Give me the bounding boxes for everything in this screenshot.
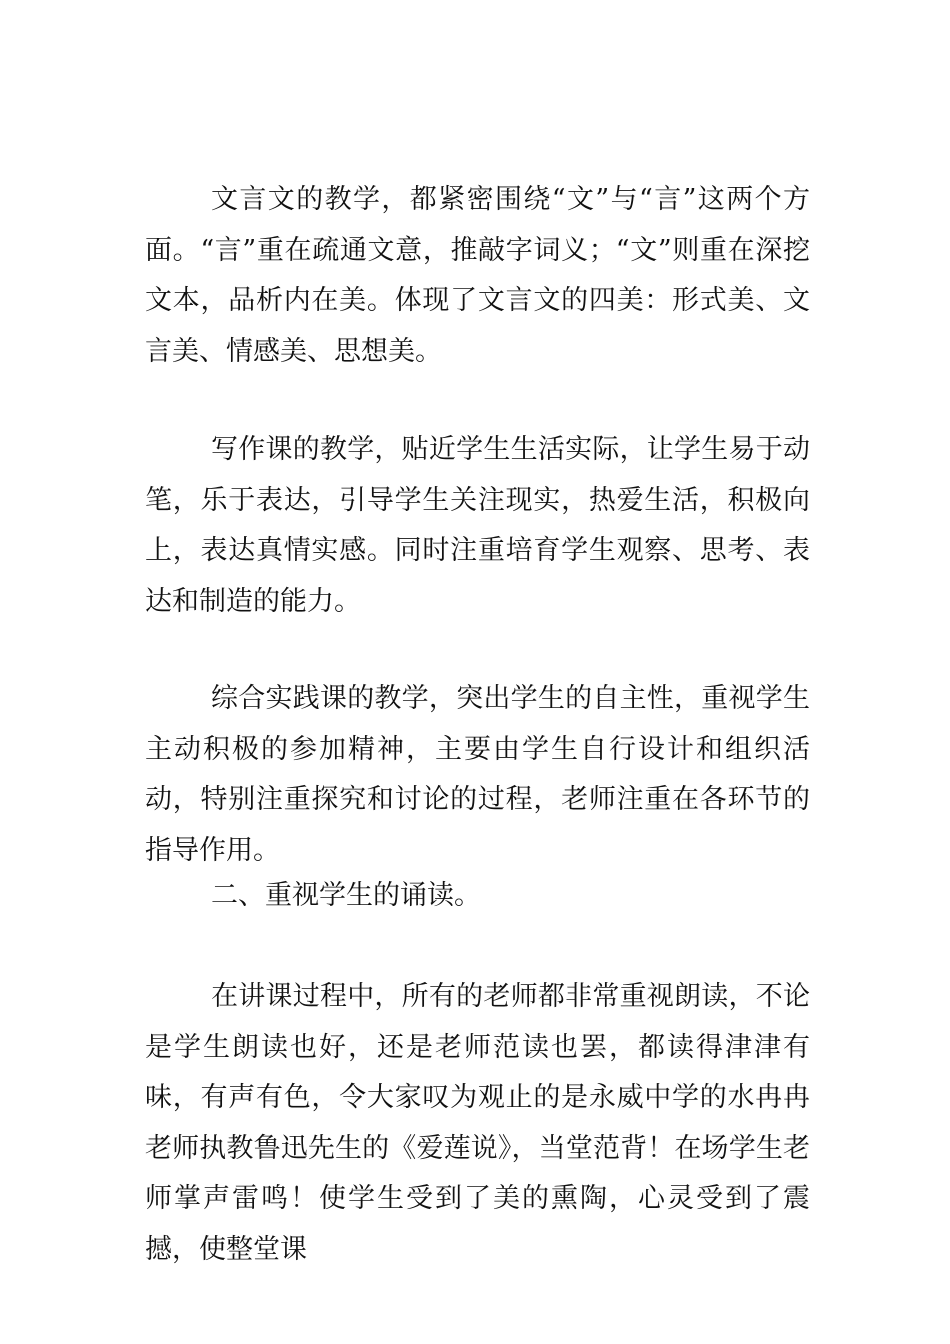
paragraph-reading-aloud: 在讲课过程中，所有的老师都非常重视朗读，不论是学生朗读也好，还是老师范读也罢，都读得津津有味，有声有色，令大家叹为观止的是永威中学的水冉冉老师执教鲁迅先生的《爱莲说》，当堂范背！在场学生老师掌声雷鸣！使学生受到了美的熏陶，心灵受到了震撼，使整堂课 <box>145 981 810 1265</box>
paragraph-classical-chinese: 文言文的教学，都紧密围绕“文”与“言”这两个方面。“言”重在疏通文意，推敲字词义；“文”则重在深挖文本，品析内在美。体现了文言文的四美：形式美、文言美、情感美、思想美。 <box>145 184 810 367</box>
paragraph-writing-class: 写作课的教学，贴近学生生活实际，让学生易于动笔，乐于表达，引导学生关注现实，热爱生活，积极向上，表达真情实感。同时注重培育学生观察、思考、表达和制造的能力。 <box>145 434 810 617</box>
section-heading-recitation: 二、重视学生的诵读。 <box>211 880 481 911</box>
paragraph-practice-class: 综合实践课的教学，突出学生的自主性，重视学生主动积极的参加精神，主要由学生自行设计和组织活动，特别注重探究和讨论的过程，老师注重在各环节的指导作用。 <box>145 683 810 866</box>
